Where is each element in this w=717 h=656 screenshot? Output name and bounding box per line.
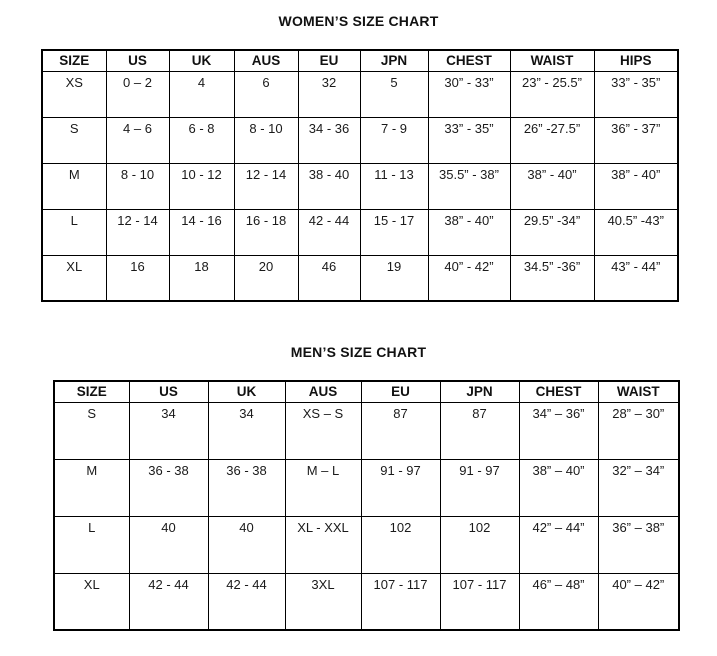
column-header: SIZE — [54, 381, 129, 402]
women-size-chart-title: WOMEN’S SIZE CHART — [278, 13, 439, 29]
size-value-cell: 11 - 13 — [360, 163, 428, 209]
size-value-cell: 8 - 10 — [106, 163, 169, 209]
column-header: JPN — [360, 50, 428, 71]
size-row — [54, 516, 679, 573]
column-header: CHEST — [428, 50, 510, 71]
column-header: UK — [169, 50, 234, 71]
size-value-cell: 91 - 97 — [440, 459, 519, 516]
column-header: UK — [208, 381, 285, 402]
size-value-cell: 10 - 12 — [169, 163, 234, 209]
column-header: US — [106, 50, 169, 71]
size-value-cell: 34” – 36” — [519, 402, 598, 459]
size-label-cell: L — [54, 516, 129, 573]
column-header: JPN — [440, 381, 519, 402]
column-header: WAIST — [598, 381, 679, 402]
size-value-cell: 34 — [208, 402, 285, 459]
size-row — [42, 117, 678, 163]
size-value-cell: 46” – 48” — [519, 573, 598, 630]
size-value-cell: 8 - 10 — [234, 117, 298, 163]
size-value-cell: 29.5” -34” — [510, 209, 594, 255]
size-label-cell: XL — [54, 573, 129, 630]
size-value-cell: 87 — [361, 402, 440, 459]
column-header: WAIST — [510, 50, 594, 71]
size-value-cell: XS – S — [285, 402, 361, 459]
size-value-cell: 38” - 40” — [510, 163, 594, 209]
size-row — [42, 255, 678, 301]
column-header: US — [129, 381, 208, 402]
size-value-cell: 20 — [234, 255, 298, 301]
size-value-cell: 38” - 40” — [428, 209, 510, 255]
size-value-cell: 36 - 38 — [129, 459, 208, 516]
size-value-cell: 5 — [360, 71, 428, 117]
size-value-cell: 34.5” -36” — [510, 255, 594, 301]
size-row — [42, 209, 678, 255]
size-value-cell: 32 — [298, 71, 360, 117]
size-value-cell: 23” - 25.5” — [510, 71, 594, 117]
size-value-cell: 38” - 40” — [594, 163, 678, 209]
size-label-cell: S — [54, 402, 129, 459]
size-value-cell: 3XL — [285, 573, 361, 630]
size-value-cell: 36” - 37” — [594, 117, 678, 163]
size-value-cell: 30” - 33” — [428, 71, 510, 117]
size-value-cell: 12 - 14 — [234, 163, 298, 209]
size-value-cell: 15 - 17 — [360, 209, 428, 255]
size-value-cell: 38 - 40 — [298, 163, 360, 209]
size-value-cell: 40” - 42” — [428, 255, 510, 301]
men-size-table — [53, 380, 680, 631]
column-header: SIZE — [42, 50, 106, 71]
size-value-cell: 87 — [440, 402, 519, 459]
size-value-cell: 107 - 117 — [361, 573, 440, 630]
size-label-cell: XL — [42, 255, 106, 301]
size-value-cell: M – L — [285, 459, 361, 516]
size-value-cell: 7 - 9 — [360, 117, 428, 163]
size-label-cell: XS — [42, 71, 106, 117]
size-row — [54, 459, 679, 516]
size-value-cell: 40.5” -43” — [594, 209, 678, 255]
size-row — [54, 402, 679, 459]
size-value-cell: XL - XXL — [285, 516, 361, 573]
column-header: CHEST — [519, 381, 598, 402]
size-row — [54, 573, 679, 630]
size-value-cell: 43” - 44” — [594, 255, 678, 301]
size-label-cell: M — [42, 163, 106, 209]
size-value-cell: 18 — [169, 255, 234, 301]
size-value-cell: 42 - 44 — [298, 209, 360, 255]
size-label-cell: L — [42, 209, 106, 255]
size-value-cell: 91 - 97 — [361, 459, 440, 516]
men-size-chart-title: MEN’S SIZE CHART — [290, 344, 427, 360]
size-value-cell: 42 - 44 — [208, 573, 285, 630]
size-value-cell: 0 – 2 — [106, 71, 169, 117]
size-value-cell: 4 — [169, 71, 234, 117]
column-header: AUS — [234, 50, 298, 71]
size-value-cell: 102 — [440, 516, 519, 573]
women-size-table — [41, 49, 679, 302]
size-value-cell: 16 - 18 — [234, 209, 298, 255]
size-value-cell: 46 — [298, 255, 360, 301]
size-value-cell: 35.5” - 38” — [428, 163, 510, 209]
size-value-cell: 40 — [129, 516, 208, 573]
size-value-cell: 36 - 38 — [208, 459, 285, 516]
size-value-cell: 34 - 36 — [298, 117, 360, 163]
header-row — [54, 381, 679, 402]
size-value-cell: 38” – 40” — [519, 459, 598, 516]
column-header: EU — [361, 381, 440, 402]
column-header: EU — [298, 50, 360, 71]
size-value-cell: 40” – 42” — [598, 573, 679, 630]
size-value-cell: 6 — [234, 71, 298, 117]
size-value-cell: 42” – 44” — [519, 516, 598, 573]
size-label-cell: M — [54, 459, 129, 516]
size-value-cell: 36” – 38” — [598, 516, 679, 573]
size-row — [42, 163, 678, 209]
size-value-cell: 34 — [129, 402, 208, 459]
column-header: HIPS — [594, 50, 678, 71]
size-value-cell: 40 — [208, 516, 285, 573]
size-value-cell: 6 - 8 — [169, 117, 234, 163]
size-value-cell: 28” – 30” — [598, 402, 679, 459]
size-value-cell: 33” - 35” — [428, 117, 510, 163]
size-value-cell: 14 - 16 — [169, 209, 234, 255]
size-value-cell: 26” -27.5” — [510, 117, 594, 163]
size-value-cell: 19 — [360, 255, 428, 301]
size-value-cell: 102 — [361, 516, 440, 573]
size-value-cell: 107 - 117 — [440, 573, 519, 630]
size-value-cell: 32” – 34” — [598, 459, 679, 516]
size-value-cell: 4 – 6 — [106, 117, 169, 163]
header-row — [42, 50, 678, 71]
size-label-cell: S — [42, 117, 106, 163]
size-value-cell: 33” - 35” — [594, 71, 678, 117]
size-value-cell: 12 - 14 — [106, 209, 169, 255]
column-header: AUS — [285, 381, 361, 402]
size-value-cell: 42 - 44 — [129, 573, 208, 630]
size-row — [42, 71, 678, 117]
size-value-cell: 16 — [106, 255, 169, 301]
